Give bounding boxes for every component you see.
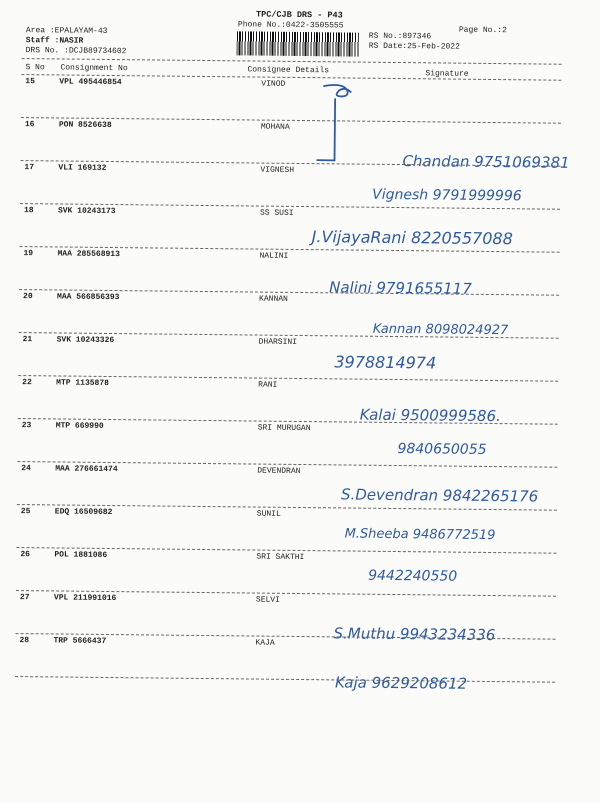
row-sno: 17 [24,163,35,173]
row-signature: S.Muthu 9943234336 [333,624,496,645]
row-consignment-no: MTP 669990 [55,421,104,431]
row-sno: 19 [23,249,34,259]
staff-label: Staff :NASIR [25,36,84,46]
row-signature: J.VijayaRani 8220557088 [311,227,513,249]
row-consignment-no: MAA 285568913 [57,249,120,260]
row-sno: 18 [23,206,34,216]
row-sno: 20 [23,292,33,302]
row-consignment-no: TRP 5666437 [53,636,107,646]
area-label: Area :EPALAYAM-43 [25,26,108,36]
phone-number: Phone No.:0422-3505555 [237,20,344,31]
col-signature: Signature [425,69,469,79]
row-signature: 9840650055 [397,441,487,458]
row-consignment-no: MAA 276661474 [55,464,118,475]
row-signature: Vignesh 9791999996 [372,186,522,205]
row-consignment-no: EDQ 16509682 [54,507,113,518]
row-sno: 24 [21,464,31,474]
row-consignee: SRI MURUGAN [257,423,311,434]
row-consignment-no: MAA 566856393 [57,292,120,303]
row-consignment-no: MTP 1135878 [56,378,110,388]
row-sno: 23 [21,421,32,431]
row-consignee: SUNIL [256,509,281,519]
row-consignment-no: VPL 495446854 [59,77,122,88]
row-consignee: DHARSINI [258,337,298,347]
row-sno: 27 [19,593,30,603]
row-sno: 22 [22,378,32,388]
row-consignment-no: VLI 169132 [58,163,107,173]
row-consignee: VIGNESH [260,165,295,175]
col-consignment: Consignment No [60,63,128,74]
row-signature: Chandan 9751069381 [402,152,570,172]
bracket-mark [302,80,383,176]
col-consignee: Consignee Details [247,65,330,76]
rs-date: RS Date:25-Feb-2022 [368,41,460,52]
row-sno: 26 [20,550,31,560]
row-consignee: VINOD [261,79,286,89]
row-consignment-no: SVK 10243173 [57,206,116,217]
row-signature: M.Sheeba 9486772519 [344,526,496,544]
row-consignment-no: POL 1881086 [54,550,108,560]
row-consignee: RANI [258,380,278,390]
col-sno: S No [25,63,45,73]
row-sno: 28 [19,636,30,646]
row-consignee: KANNAN [259,294,288,304]
row-consignment-no: VPL 211991016 [53,593,117,604]
row-consignment-no: SVK 10243326 [56,335,115,346]
page-number: Page No.:2 [458,25,507,36]
row-consignee: SRI SAKTHI [256,552,305,563]
row-consignee: DEVENDRAN [257,466,301,477]
row-divider [15,676,555,683]
row-consignee: SS SUSI [259,208,294,218]
row-sno: 25 [20,507,31,517]
drs-number: DRS No. :DCJB89734602 [25,46,127,57]
row-consignee: KAJA [255,638,275,648]
barcode [237,31,359,56]
rs-number: RS No.:897346 [368,31,432,42]
sheet-title: TPC/CJB DRS - P43 [255,9,343,21]
row-signature: Kannan 8098024927 [372,321,509,339]
row-signature: S.Devendran 9842265176 [340,485,539,506]
row-signature: Kalai 9500999586. [359,405,501,426]
row-signature: 3978814974 [334,352,437,373]
row-sno: 16 [24,120,35,130]
row-consignee: SELVI [255,595,280,605]
row-signature: 9442240550 [368,567,458,585]
row-signature: Kaja 9629208612 [334,673,468,693]
row-sno: 15 [25,77,35,87]
row-sno: 21 [22,335,33,345]
row-consignee: MOHANA [260,122,290,132]
row-consignee: NALINI [259,251,289,261]
row-signature: Nalini 9791655117 [329,278,472,298]
row-consignment-no: PON 8526638 [58,120,112,131]
